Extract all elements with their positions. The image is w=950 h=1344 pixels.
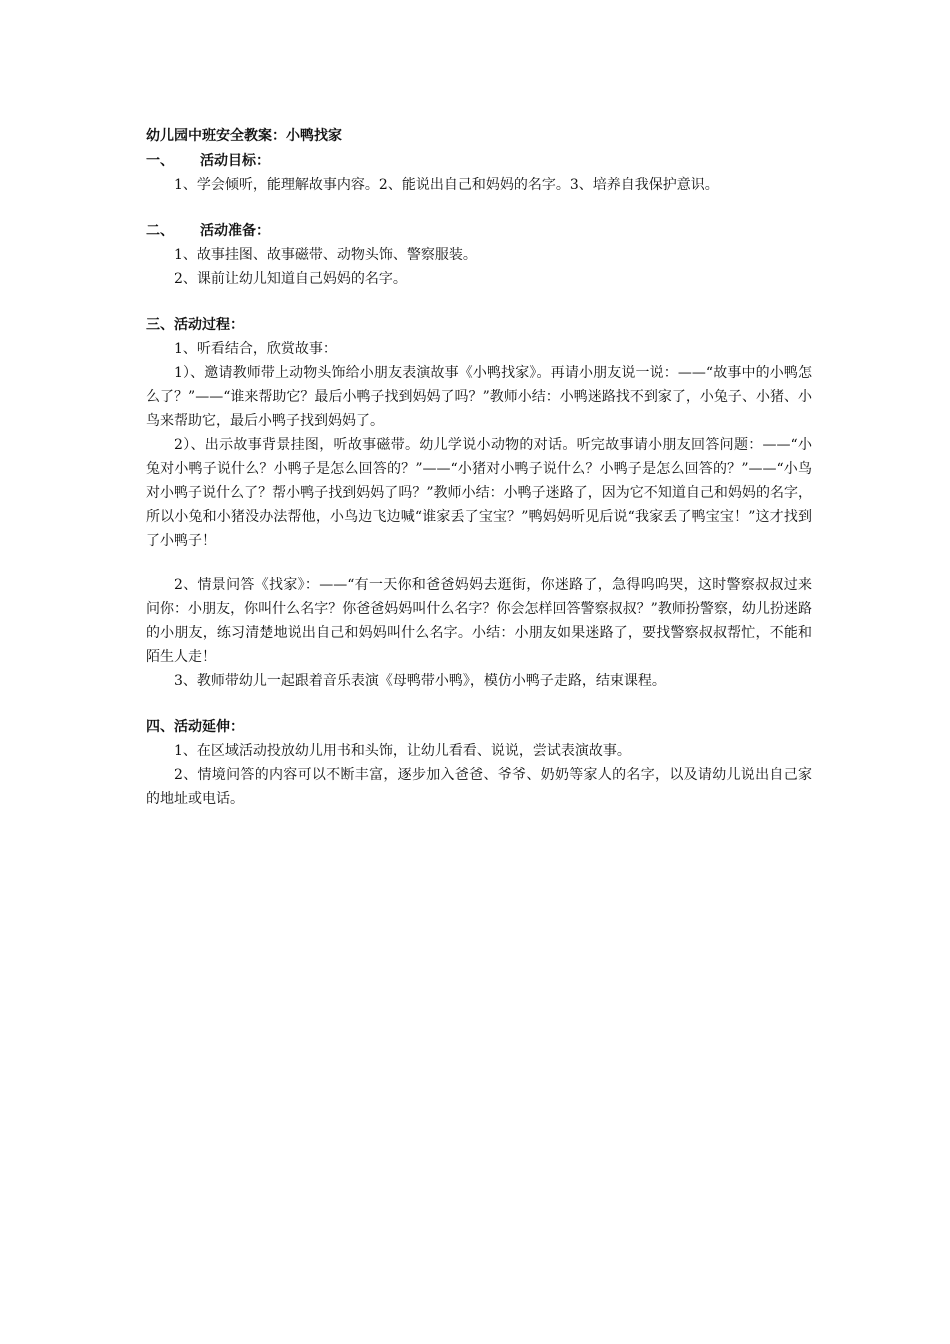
spacer <box>146 197 812 219</box>
paragraph: 1、听看结合，欣赏故事： <box>174 341 337 357</box>
section-heading <box>146 219 812 243</box>
spacer <box>146 693 812 715</box>
paragraph: 3、教师带幼儿一起跟着音乐表演《母鸭带小鸭》，模仿小鸭子走路，结束课程。 <box>174 673 666 689</box>
section-heading <box>146 313 812 337</box>
section-process <box>146 313 812 693</box>
section-number: 三、 <box>146 317 174 333</box>
section-heading <box>146 149 812 173</box>
paragraph: 1、故事挂图、故事磁带、动物头饰、警察服装。 <box>174 247 477 263</box>
section-objectives <box>146 149 812 197</box>
section-number: 二、 <box>146 223 174 239</box>
document-title: 幼儿园中班安全教案：小鸭找家 <box>146 128 342 144</box>
spacer <box>146 291 812 313</box>
paragraph: 2）、出示故事背景挂图，听故事磁带。幼儿学说小动物的对话。听完故事请小朋友回答问题：——“小兔对小鸭子说什么？小鸭子是怎么回答的？”——“小猪对小鸭子说什么？小鸭子是怎么回答的？”——“小鸟对小鸭子说什么了？帮小鸭子找到妈妈了吗？”教师小结：小鸭子迷路了，因为它不知道自己和妈妈的名字，所以小兔和小猪没办法帮他，小鸟边飞边喊“谁家丢了宝宝？”鸭妈妈听见后说“我家丢了鸭宝宝！”这才找到了小鸭子！ <box>146 437 812 549</box>
paragraph: 2、课前让幼儿知道自己妈妈的名字。 <box>174 271 407 287</box>
paragraph: 1）、邀请教师带上动物头饰给小朋友表演故事《小鸭找家》。再请小朋友说一说：——“故事中的小鸭怎么了？”——“谁来帮助它？最后小鸭子找到妈妈了吗？”教师小结：小鸭迷路找不到家了，小兔子、小猪、小鸟来帮助它，最后小鸭子找到妈妈了。 <box>146 365 812 429</box>
section-title: 活动目标： <box>200 153 270 169</box>
section-heading <box>146 715 812 739</box>
section-preparation <box>146 219 812 291</box>
paragraph: 2、情境问答的内容可以不断丰富，逐步加入爸爸、爷爷、奶奶等家人的名字，以及请幼儿说出自己家的地址或电话。 <box>146 767 812 807</box>
section-title: 活动准备： <box>200 223 270 239</box>
spacer <box>146 553 812 573</box>
section-number: 四、 <box>146 719 174 735</box>
section-extension <box>146 715 812 811</box>
paragraph: 1、学会倾听，能理解故事内容。2、能说出自己和妈妈的名字。3、培养自我保护意识。 <box>174 177 719 193</box>
lesson-plan-document <box>146 123 812 811</box>
paragraph: 2、情景问答《找家》：——“有一天你和爸爸妈妈去逛街，你迷路了，急得呜呜哭，这时警察叔叔过来问你：小朋友，你叫什么名字？你爸爸妈妈叫什么名字？你会怎样回答警察叔叔？”教师扮警察，幼儿扮迷路的小朋友，练习清楚地说出自己和妈妈叫什么名字。小结：小朋友如果迷路了，要找警察叔叔帮忙，不能和陌生人走！ <box>146 577 812 665</box>
section-title: 活动延伸： <box>174 719 244 735</box>
section-number: 一、 <box>146 153 174 169</box>
paragraph: 1、在区域活动投放幼儿用书和头饰，让幼儿看看、说说，尝试表演故事。 <box>174 743 631 759</box>
section-title: 活动过程： <box>174 317 244 333</box>
